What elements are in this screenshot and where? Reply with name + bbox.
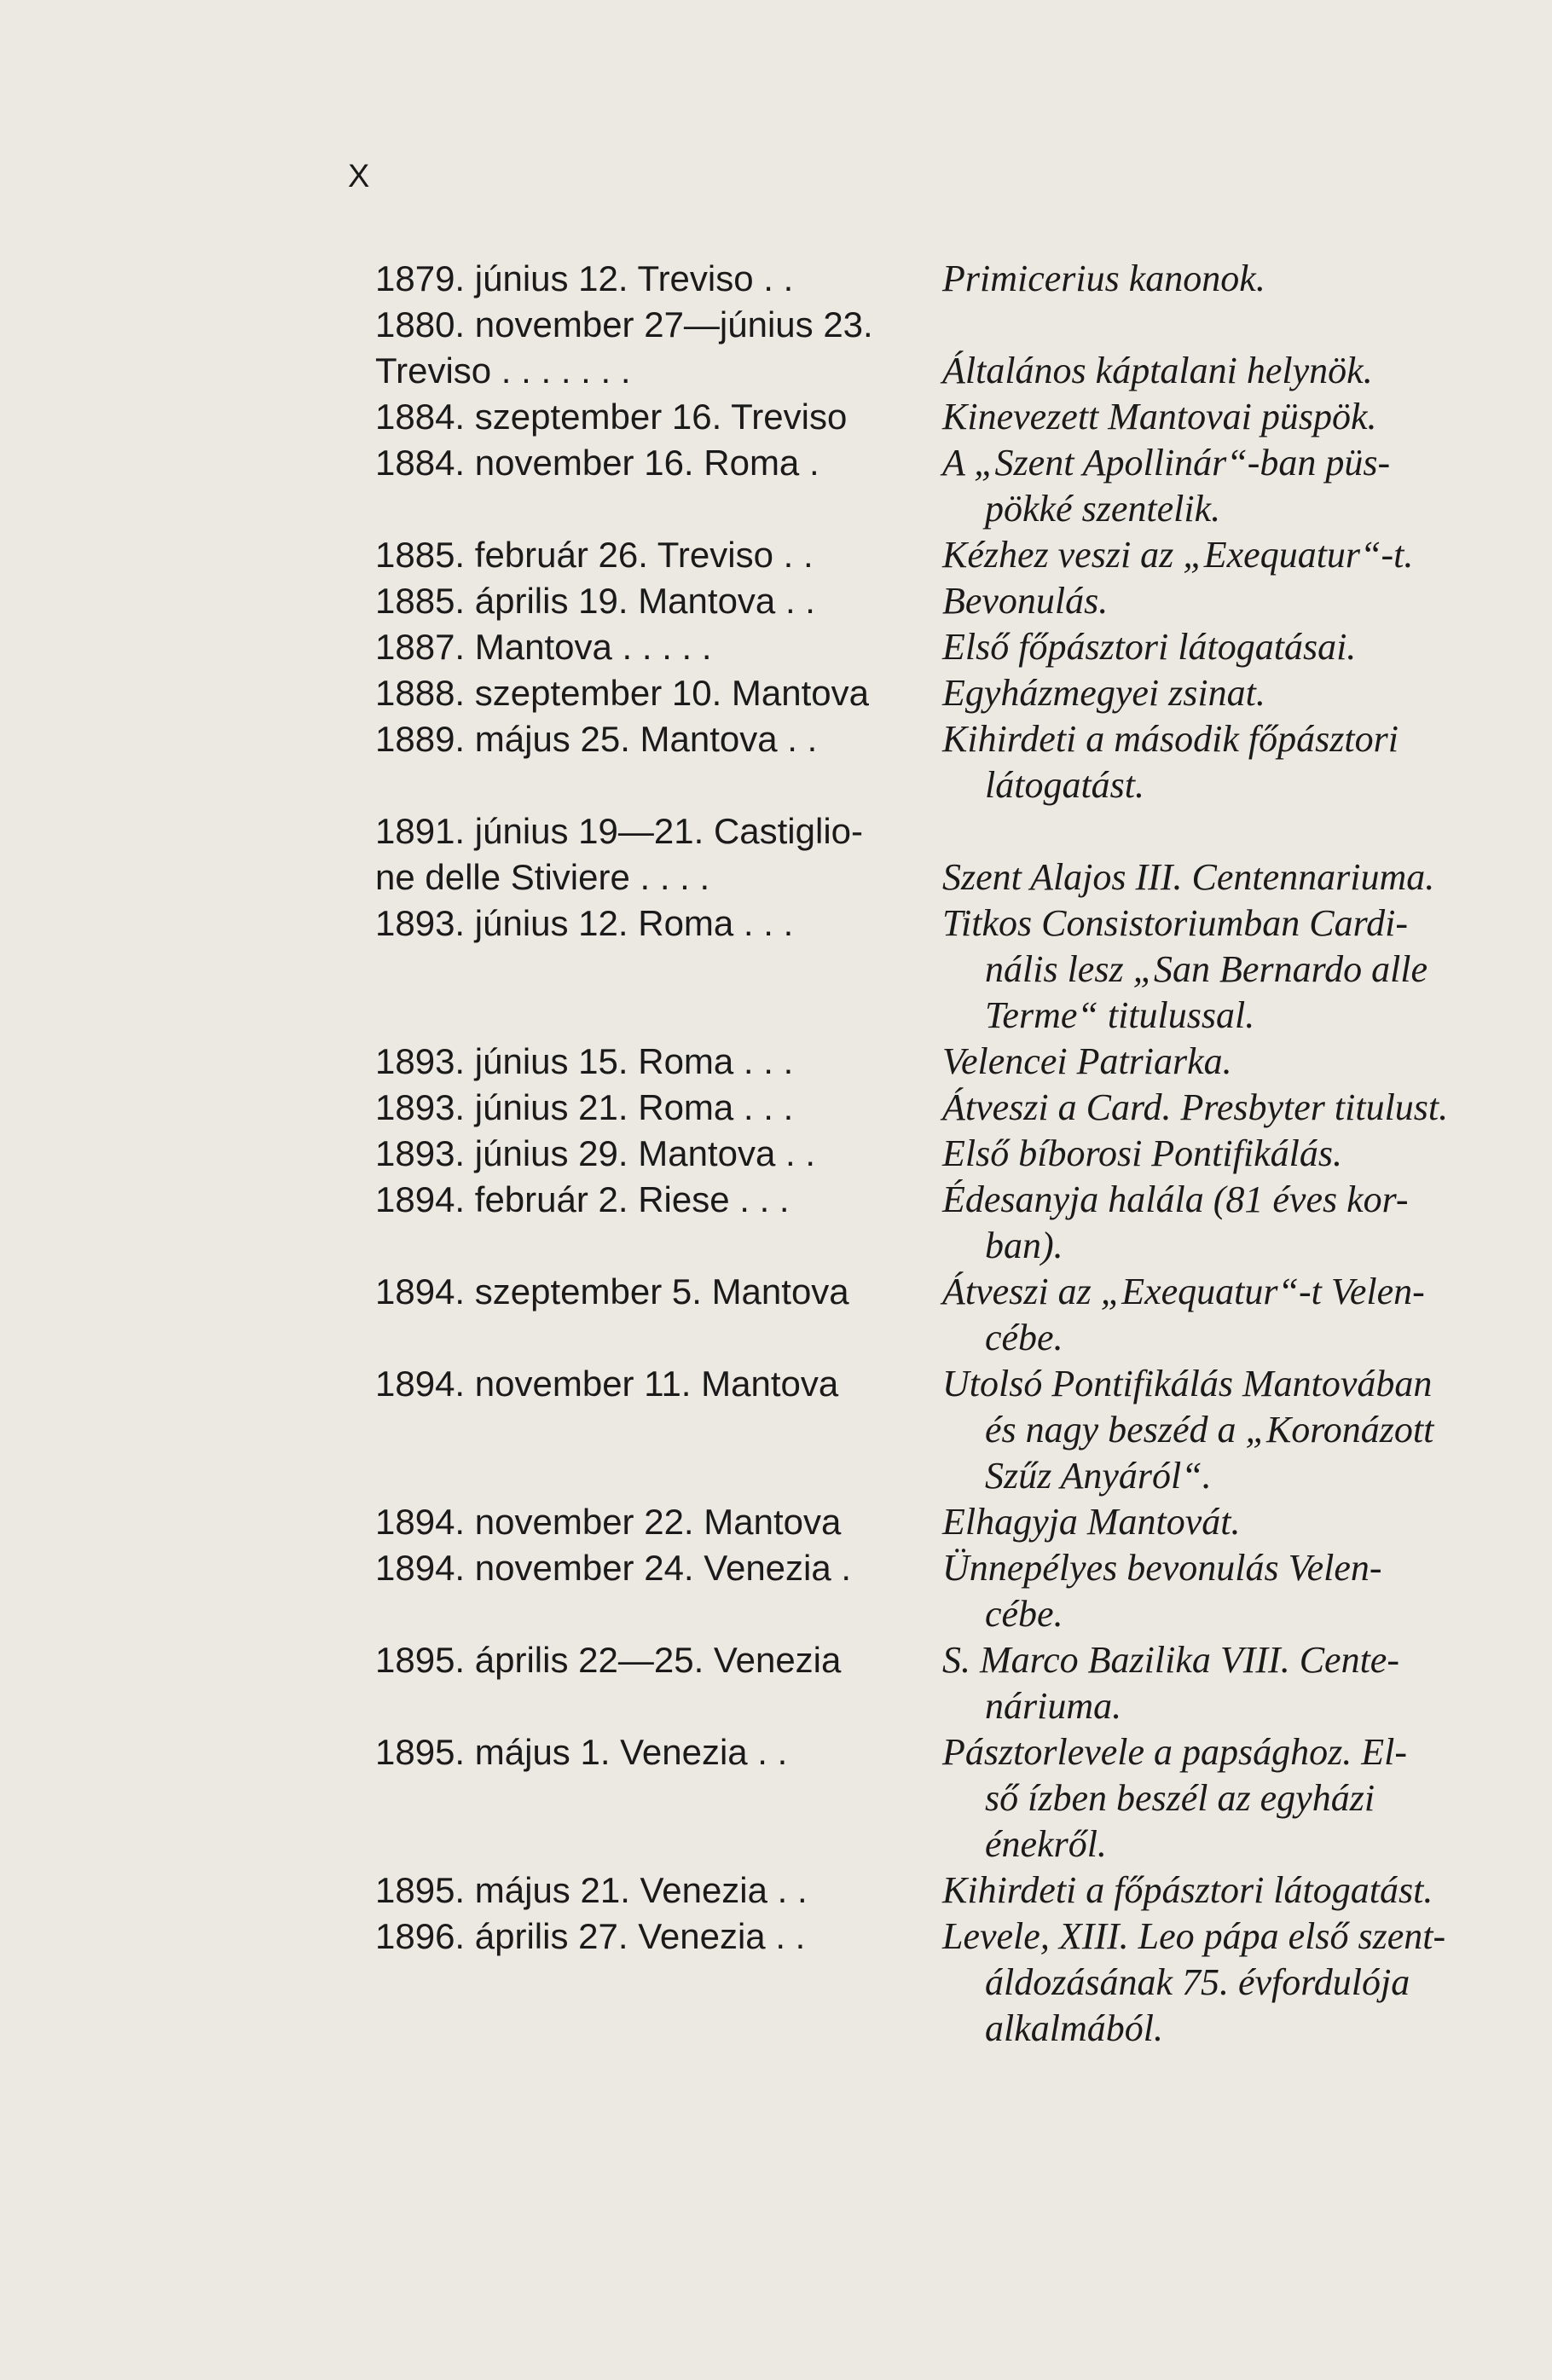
chronology-entry — [375, 532, 1484, 578]
entry-event — [942, 1729, 1505, 1868]
entry-date-place — [375, 1131, 942, 1177]
chronology-entry — [375, 578, 1484, 624]
date-place-line: 1895. április 22—25. Venezia — [375, 1640, 842, 1680]
entry-event — [942, 1637, 1505, 1729]
chronology-entry — [375, 1545, 1484, 1637]
chronology-entry — [375, 440, 1484, 532]
event-line: Elhagyja Mantovát. — [942, 1501, 1241, 1543]
entry-date-place — [375, 578, 942, 624]
chronology-entry — [375, 1177, 1484, 1269]
chronology-entry — [375, 1269, 1484, 1361]
date-place-line: 1887. Mantova . . . . . — [375, 627, 712, 667]
event-line: nális lesz „San Bernardo alle — [985, 948, 1428, 990]
entry-date-place — [375, 808, 942, 900]
entry-date-place — [375, 1361, 942, 1499]
entry-date-place — [375, 440, 942, 532]
entry-event — [942, 1868, 1505, 1914]
date-place-line: 1879. június 12. Treviso . . — [375, 258, 794, 298]
event-line: Velencei Patriarka. — [942, 1040, 1232, 1082]
entry-date-place — [375, 1914, 942, 2052]
event-line: Kézhez veszi az „Exequatur“-t. — [942, 534, 1414, 576]
entry-date-place — [375, 1269, 942, 1361]
entry-event — [942, 670, 1505, 716]
event-line: Átveszi az „Exequatur“-t Velen- — [942, 1271, 1425, 1312]
event-line — [942, 808, 1505, 854]
chronology-entry — [375, 670, 1484, 716]
entry-event — [942, 578, 1505, 624]
chronology-entry — [375, 808, 1484, 900]
event-line: alkalmából. — [985, 2007, 1163, 2049]
event-line: ban). — [985, 1225, 1063, 1266]
entry-event — [942, 302, 1505, 394]
chronology-entry — [375, 394, 1484, 440]
date-place-line: 1893. június 12. Roma . . . — [375, 903, 794, 943]
entry-date-place — [375, 532, 942, 578]
date-place-line: 1884. november 16. Roma . — [375, 443, 819, 483]
chronology-entry — [375, 900, 1484, 1039]
event-line: S. Marco Bazilika VIII. Cente- — [942, 1639, 1399, 1681]
entry-date-place — [375, 302, 942, 394]
date-place-line: 1893. június 15. Roma . . . — [375, 1041, 794, 1081]
chronology-entry — [375, 624, 1484, 670]
event-line: cébe. — [985, 1593, 1063, 1635]
event-line: Terme“ titulussal. — [985, 994, 1255, 1036]
chronology-entry — [375, 1729, 1484, 1868]
date-place-line: 1884. szeptember 16. Treviso — [375, 397, 848, 437]
entry-event — [942, 1177, 1505, 1269]
entry-date-place — [375, 1085, 942, 1131]
entry-event — [942, 716, 1505, 808]
entry-date-place — [375, 900, 942, 1039]
event-line: Első főpásztori látogatásai. — [942, 626, 1357, 668]
chronology-entry — [375, 302, 1484, 394]
entry-date-place — [375, 716, 942, 808]
event-line: Pásztorlevele a papsághoz. El- — [942, 1731, 1408, 1773]
date-place-line: Treviso . . . . . . . — [375, 350, 631, 391]
entry-event — [942, 624, 1505, 670]
entry-date-place — [375, 1545, 942, 1637]
page-number: X — [348, 159, 370, 194]
entry-event — [942, 1269, 1505, 1361]
entry-date-place — [375, 256, 942, 302]
event-line — [942, 302, 1505, 348]
event-line: Titkos Consistoriumban Cardi- — [942, 902, 1409, 944]
chronology-entry — [375, 716, 1484, 808]
entry-date-place — [375, 394, 942, 440]
event-line: Kihirdeti a főpásztori látogatást. — [942, 1869, 1433, 1911]
event-line: náriuma. — [985, 1685, 1122, 1727]
date-place-line: 1895. május 1. Venezia . . — [375, 1732, 788, 1772]
event-line: Kihirdeti a második főpásztori — [942, 718, 1399, 760]
event-line: Primicerius kanonok. — [942, 258, 1265, 299]
chronology-entry — [375, 256, 1484, 302]
entry-date-place — [375, 1637, 942, 1729]
date-place-line: 1893. június 21. Roma . . . — [375, 1087, 794, 1127]
entry-date-place — [375, 1177, 942, 1269]
date-place-line: 1894. november 24. Venezia . — [375, 1548, 852, 1588]
event-line: Utolsó Pontifikálás Mantovában — [942, 1363, 1433, 1404]
entry-event — [942, 256, 1505, 302]
date-place-line: 1888. szeptember 10. Mantova — [375, 673, 870, 713]
entry-date-place — [375, 1868, 942, 1914]
date-place-line: 1896. április 27. Venezia . . — [375, 1916, 806, 1956]
date-place-line: 1894. szeptember 5. Mantova — [375, 1271, 849, 1312]
date-place-line: 1891. június 19—21. Castiglio- — [375, 811, 864, 851]
chronology-list — [375, 256, 1484, 2052]
event-line: cébe. — [985, 1317, 1063, 1358]
entry-date-place — [375, 624, 942, 670]
date-place-line: 1885. február 26. Treviso . . — [375, 535, 814, 575]
event-line: énekről. — [985, 1823, 1107, 1865]
entry-date-place — [375, 1499, 942, 1545]
event-line: áldozásának 75. évfordulója — [985, 1961, 1410, 2003]
event-line: Első bíborosi Pontifikálás. — [942, 1132, 1342, 1174]
event-line: Levele, XIII. Leo pápa első szent- — [942, 1915, 1446, 1957]
event-line: Kinevezett Mantovai püspök. — [942, 396, 1377, 437]
event-line: Szent Alajos III. Centennariuma. — [942, 856, 1435, 898]
event-line: Általános káptalani helynök. — [942, 350, 1373, 391]
event-line: Bevonulás. — [942, 580, 1109, 622]
event-line: Ünnepélyes bevonulás Velen- — [942, 1547, 1382, 1589]
event-line: Átveszi a Card. Presbyter titulust. — [942, 1086, 1449, 1128]
chronology-entry — [375, 1914, 1484, 2052]
event-line: A „Szent Apollinár“-ban püs- — [942, 442, 1391, 484]
chronology-entry — [375, 1085, 1484, 1131]
date-place-line: 1894. november 22. Mantova — [375, 1502, 842, 1542]
date-place-line: ne delle Stiviere . . . . — [375, 857, 710, 897]
event-line: és nagy beszéd a „Koronázott — [985, 1409, 1434, 1451]
event-line: pökké szentelik. — [985, 488, 1221, 530]
event-line: Édesanyja halála (81 éves kor- — [942, 1178, 1409, 1220]
entry-event — [942, 532, 1505, 578]
event-line: látogatást. — [985, 764, 1145, 806]
chronology-entry — [375, 1868, 1484, 1914]
entry-event — [942, 440, 1505, 532]
date-place-line: 1895. május 21. Venezia . . — [375, 1870, 808, 1910]
date-place-line: 1885. április 19. Mantova . . — [375, 581, 815, 621]
entry-event — [942, 394, 1505, 440]
date-place-line: 1889. május 25. Mantova . . — [375, 719, 818, 759]
entry-event — [942, 1545, 1505, 1637]
entry-event — [942, 1361, 1505, 1499]
chronology-entry — [375, 1637, 1484, 1729]
entry-date-place — [375, 670, 942, 716]
entry-event — [942, 1914, 1505, 2052]
chronology-entry — [375, 1499, 1484, 1545]
chronology-entry — [375, 1039, 1484, 1085]
entry-event — [942, 1039, 1505, 1085]
date-place-line: 1894. február 2. Riese . . . — [375, 1179, 790, 1219]
entry-date-place — [375, 1729, 942, 1868]
date-place-line: 1880. november 27—június 23. — [375, 304, 873, 345]
entry-event — [942, 1131, 1505, 1177]
entry-event — [942, 900, 1505, 1039]
chronology-entry — [375, 1361, 1484, 1499]
entry-event — [942, 1499, 1505, 1545]
date-place-line: 1894. november 11. Mantova — [375, 1364, 839, 1404]
entry-event — [942, 1085, 1505, 1131]
chronology-entry — [375, 1131, 1484, 1177]
entry-date-place — [375, 1039, 942, 1085]
event-line: Szűz Anyáról“. — [985, 1455, 1212, 1497]
date-place-line: 1893. június 29. Mantova . . — [375, 1133, 815, 1173]
event-line: ső ízben beszél az egyházi — [985, 1777, 1375, 1819]
entry-event — [942, 808, 1505, 900]
event-line: Egyházmegyei zsinat. — [942, 672, 1265, 714]
